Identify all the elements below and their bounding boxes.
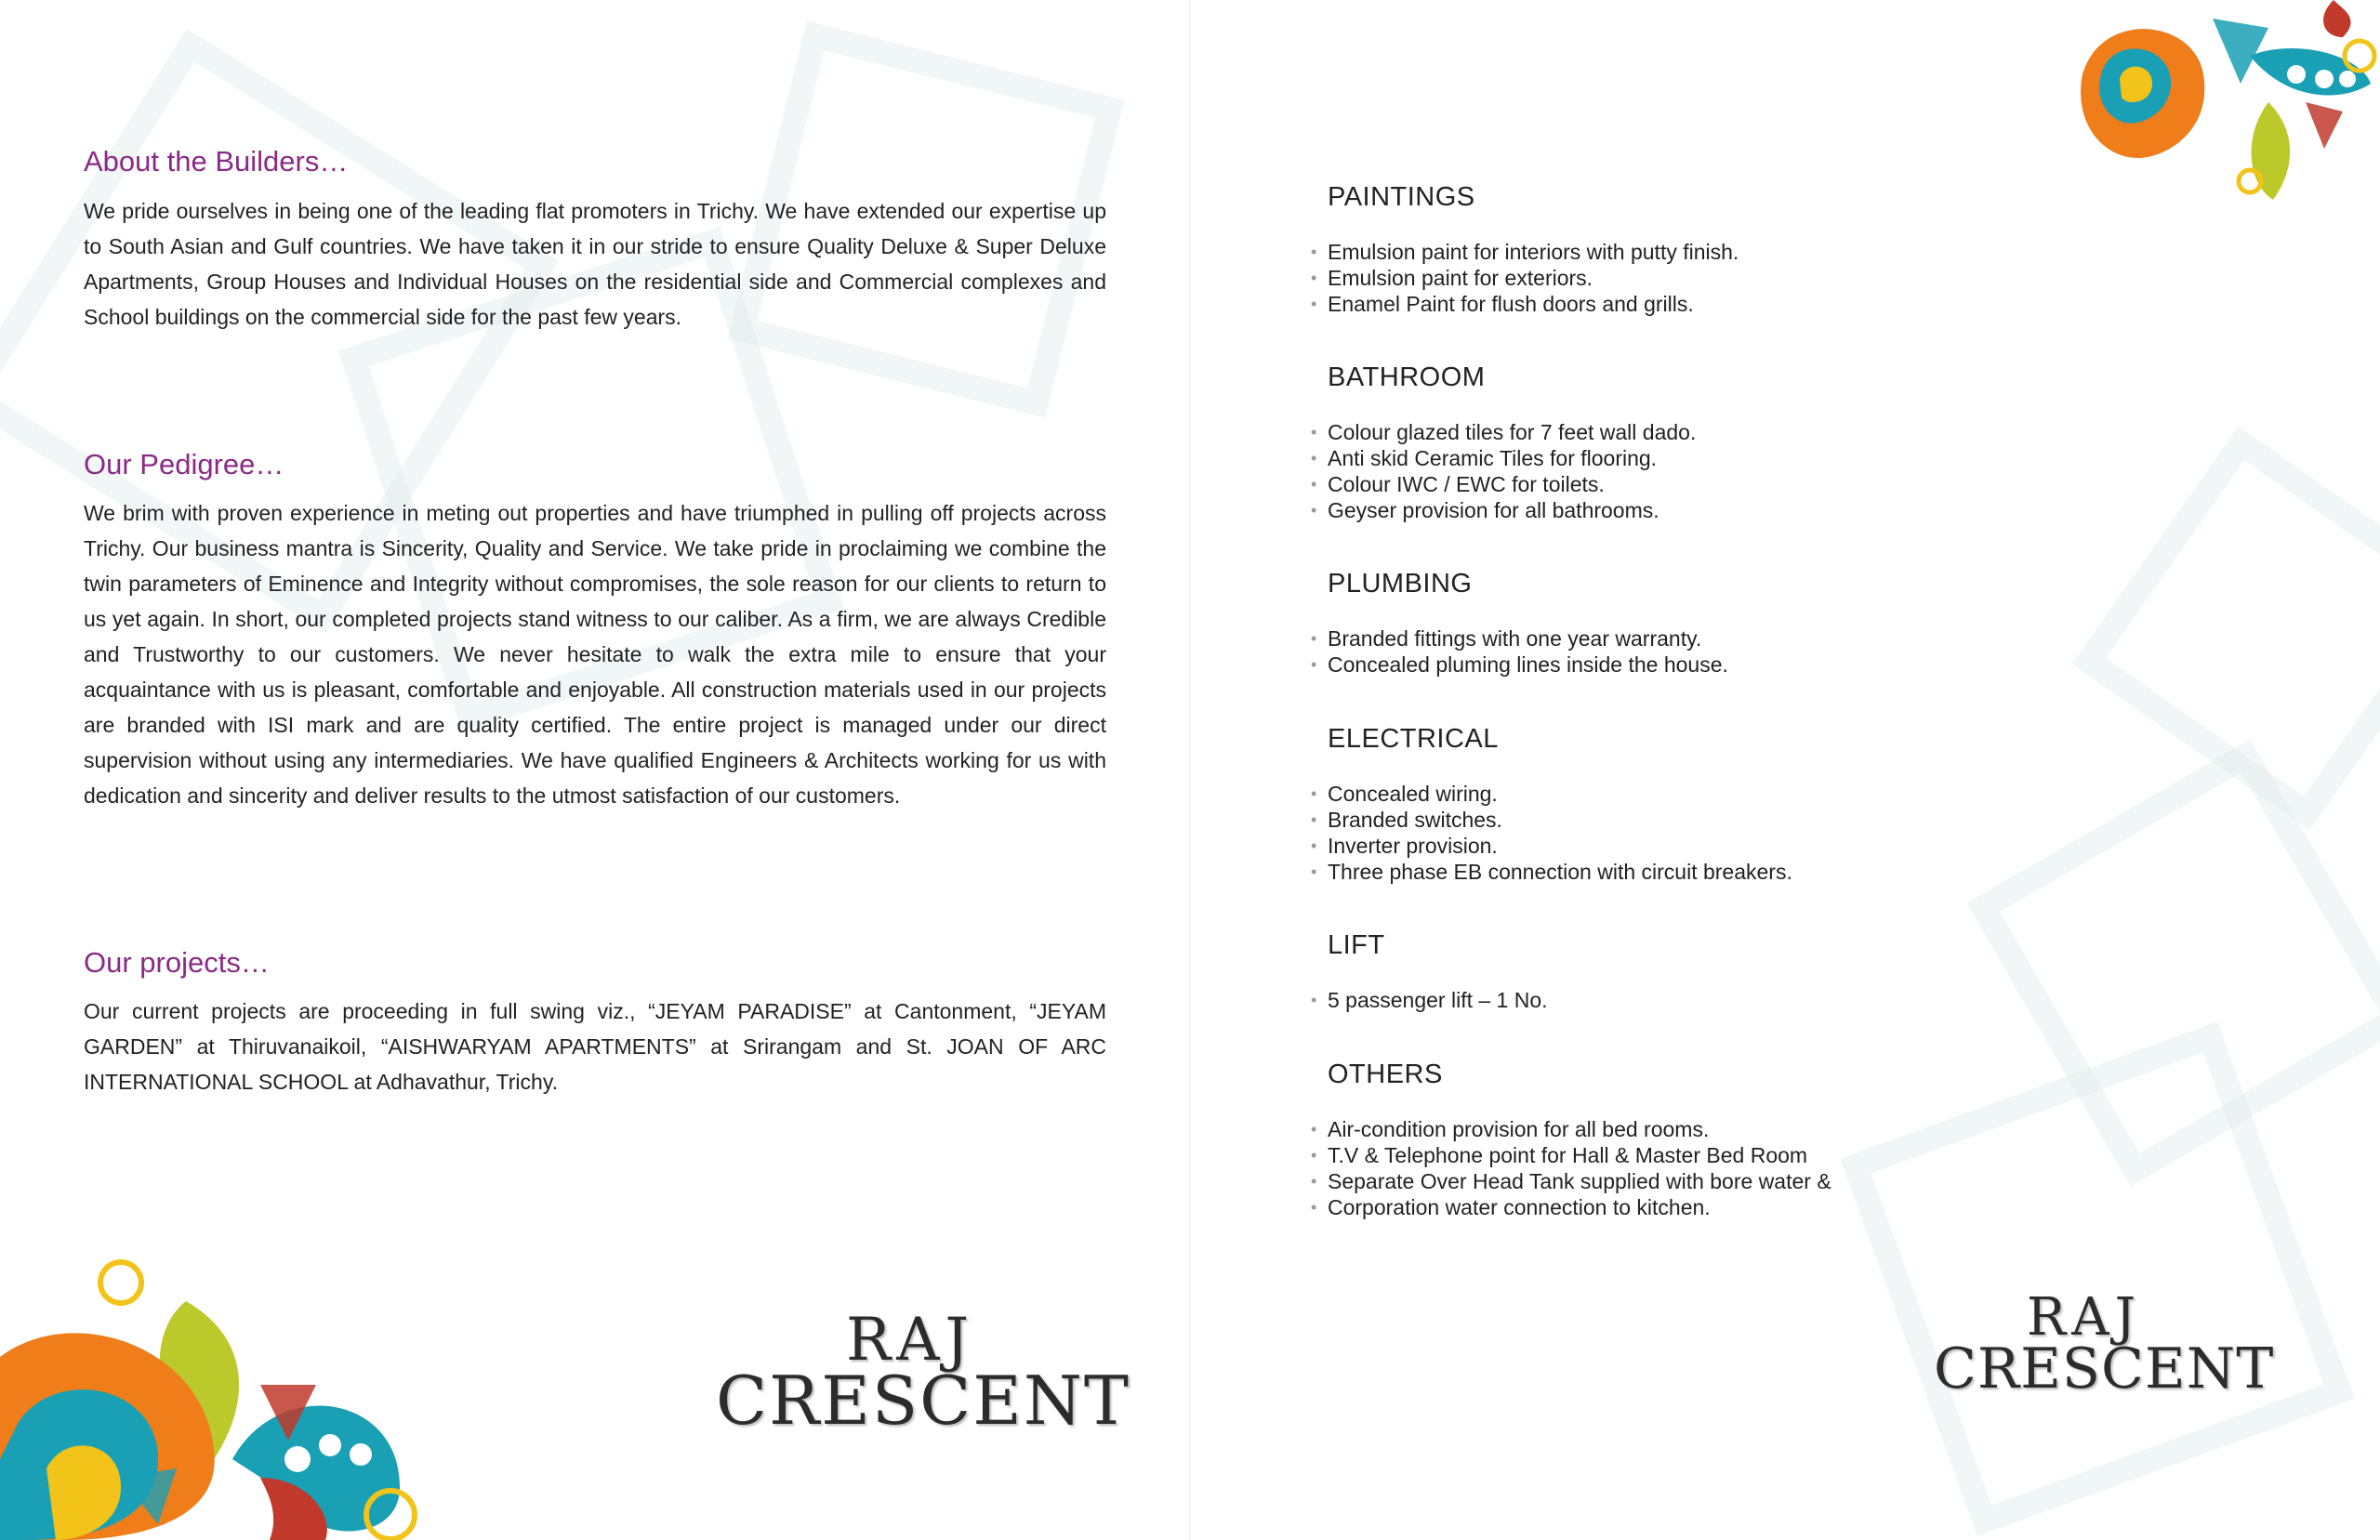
spec-title-lift: LIFT <box>1328 930 1385 960</box>
brand-logo <box>716 1306 1130 1440</box>
spec-list-electrical <box>1311 781 1792 885</box>
logo-line1: RAJ <box>846 1306 975 1375</box>
spec-title-electrical: ELECTRICAL <box>1328 724 1499 754</box>
section-title-about: About the Builders… <box>84 145 349 178</box>
list-item: • Inverter provision. <box>1311 833 1792 859</box>
section-body-about: We pride ourselves in being one of the leading flat promoters in Trichy. We have extended our expertise up to South Asian and Gulf countries. We have taken it in our stride to ensure Quality Deluxe & Super Deluxe Apartments, Group Houses and Individual Houses on the residential side and Commercial complexes and School buildings on the commercial side for the past few years. <box>84 199 1106 329</box>
spec-title-paintings: PAINTINGS <box>1328 182 1475 212</box>
brand-logo <box>1934 1287 2274 1402</box>
spec-list-paintings <box>1311 239 1739 317</box>
section-title-projects: Our projects… <box>84 946 270 979</box>
logo-line2: CRESCENT <box>716 1362 1130 1440</box>
list-item: • Branded fittings with one year warranty. <box>1311 625 1728 652</box>
list-item: • Colour IWC / EWC for toilets. <box>1311 471 1696 497</box>
list-item: • Colour glazed tiles for 7 feet wall dado. <box>1311 419 1696 445</box>
list-item: • Emulsion paint for exteriors. <box>1311 265 1739 291</box>
spec-title-bathroom: BATHROOM <box>1328 362 1486 392</box>
spec-list-others <box>1311 1116 1831 1220</box>
spec-list-lift <box>1311 987 1548 1013</box>
list-item: • Emulsion paint for interiors with putty finish. <box>1311 239 1739 265</box>
list-item: • Air-condition provision for all bed rooms. <box>1311 1116 1831 1142</box>
section-title-pedigree: Our Pedigree… <box>84 448 284 480</box>
list-item: • Geyser provision for all bathrooms. <box>1311 497 1696 523</box>
list-item: • T.V & Telephone point for Hall & Master Bed Room <box>1311 1142 1831 1168</box>
list-item: • Separate Over Head Tank supplied with bore water & <box>1311 1168 1831 1194</box>
decorative-swirl-icon <box>2064 0 2380 214</box>
list-item: • Corporation water connection to kitchen. <box>1311 1194 1831 1220</box>
spec-list-bathroom <box>1311 419 1696 523</box>
spec-title-others: OTHERS <box>1328 1060 1443 1089</box>
list-item: • Concealed wiring. <box>1311 781 1792 807</box>
spec-title-plumbing: PLUMBING <box>1328 569 1473 599</box>
logo-line1: RAJ <box>2027 1287 2142 1348</box>
list-item: • 5 passenger lift – 1 No. <box>1311 987 1548 1013</box>
list-item: • Anti skid Ceramic Tiles for flooring. <box>1311 445 1696 471</box>
list-item: • Three phase EB connection with circuit breakers. <box>1311 859 1792 885</box>
list-item: • Branded switches. <box>1311 807 1792 833</box>
list-item: • Concealed pluming lines inside the house. <box>1311 652 1728 678</box>
spec-list-plumbing <box>1311 625 1728 678</box>
decorative-swirl-icon <box>0 1245 446 1540</box>
section-body-projects: Our current projects are proceeding in full swing viz., “JEYAM PARADISE” at Cantonment, “JEYAM GARDEN” at Thiruvanaikoil, “AISHWARYAM APARTMENTS” at Srirangam and St. JOAN OF ARC INTERNATIONAL SCHOOL at Adhavathur, Trichy. <box>84 999 1106 1094</box>
right-page <box>1190 0 2380 1540</box>
logo-line2: CRESCENT <box>1934 1336 2275 1402</box>
list-item: • Enamel Paint for flush doors and grills. <box>1311 291 1739 317</box>
section-body-pedigree: We brim with proven experience in meting out properties and have triumphed in pulling off projects across Trichy. Our business mantra is Sincerity, Quality and Service. We take pride in proclaiming we combine the twin parameters of Eminence and Integrity without compromises, the sole reason for our clients to return to us yet again. In short, our completed projects stand witness to our caliber. As a firm, we are always Credible and Trustworthy to our customers. We never hesitate to walk the extra mile to ensure that your acquaintance with us is pleasant, comfortable and enjoyable. All construction materials used in our projects are branded with ISI mark and are quality certified. The entire project is managed under our direct supervision without using any intermediaries. We have qualified Engineers & Architects working for us with dedication and sincerity and deliver results to the utmost satisfaction of our customers. <box>84 501 1106 808</box>
background-square <box>2072 427 2380 831</box>
